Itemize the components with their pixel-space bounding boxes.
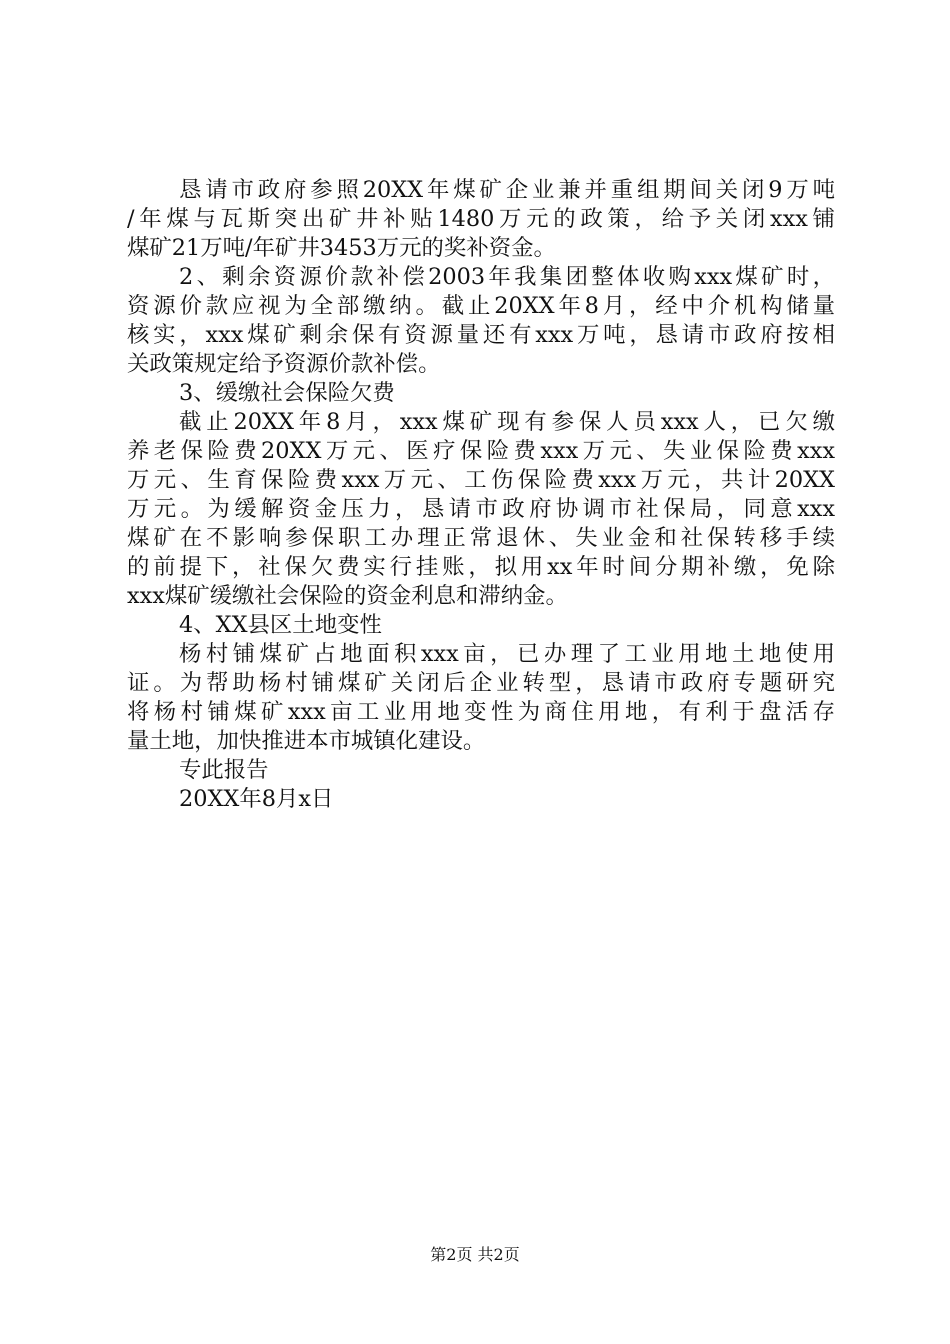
section-heading: 3、缓缴社会保险欠费: [179, 380, 395, 406]
paragraph-social-insurance: [127, 408, 835, 611]
paragraph-resource-compensation: [127, 263, 835, 379]
closing-remark: [127, 756, 835, 785]
text-line: 的前提下，社保欠费实行挂账，拟用xx年时间分期补缴，免除: [127, 554, 835, 580]
text-line: 养老保险费20XX万元、医疗保险费xxx万元、失业保险费xxx: [127, 438, 835, 464]
heading-land-use: [127, 611, 835, 640]
page-number-footer: 第2页 共2页: [430, 1245, 520, 1264]
paragraph-closure-subsidy: [127, 176, 835, 263]
paragraph-land-use: [127, 640, 835, 756]
text-line: 万元、生育保险费xxx万元、工伤保险费xxx万元，共计20XX: [127, 467, 835, 493]
text-line: 关政策规定给予资源价款补偿。: [127, 351, 441, 377]
closing-line: 专此报告: [179, 757, 269, 783]
text-line: 杨村铺煤矿占地面积xxx亩，已办理了工业用地土地使用: [179, 641, 835, 667]
text-line: 恳请市政府参照20XX年煤矿企业兼并重组期间关闭9万吨: [179, 177, 835, 203]
text-line: 核实，xxx煤矿剩余保有资源量还有xxx万吨，恳请市政府按相: [127, 322, 835, 348]
text-line: 量土地，加快推进本市城镇化建设。: [127, 728, 486, 754]
heading-social-insurance: [127, 379, 835, 408]
text-line: 截止20XX年8月，xxx煤矿现有参保人员xxx人，已欠缴: [179, 409, 835, 435]
report-date: [127, 785, 835, 814]
text-line: 将杨村铺煤矿xxx亩工业用地变性为商住用地，有利于盘活存: [127, 699, 835, 725]
text-line: 2、剩余资源价款补偿2003年我集团整体收购xxx煤矿时，: [179, 264, 835, 290]
text-line: 资源价款应视为全部缴纳。截止20XX年8月，经中介机构储量: [127, 293, 835, 319]
text-line: xxx煤矿缓缴社会保险的资金利息和滞纳金。: [127, 583, 568, 609]
section-heading: 4、XX县区土地变性: [179, 612, 382, 638]
text-line: /年煤与瓦斯突出矿井补贴1480万元的政策，给予关闭xxx铺: [127, 206, 835, 232]
date-line: 20XX年8月x日: [179, 786, 334, 812]
text-line: 证。为帮助杨村铺煤矿关闭后企业转型，恳请市政府专题研究: [127, 670, 835, 696]
text-line: 煤矿在不影响参保职工办理正常退休、失业金和社保转移手续: [127, 525, 835, 551]
text-line: 煤矿21万吨/年矿井3453万元的奖补资金。: [127, 235, 556, 261]
document-body: [127, 176, 835, 814]
text-line: 万元。为缓解资金压力，恳请市政府协调市社保局，同意xxx: [127, 496, 835, 522]
